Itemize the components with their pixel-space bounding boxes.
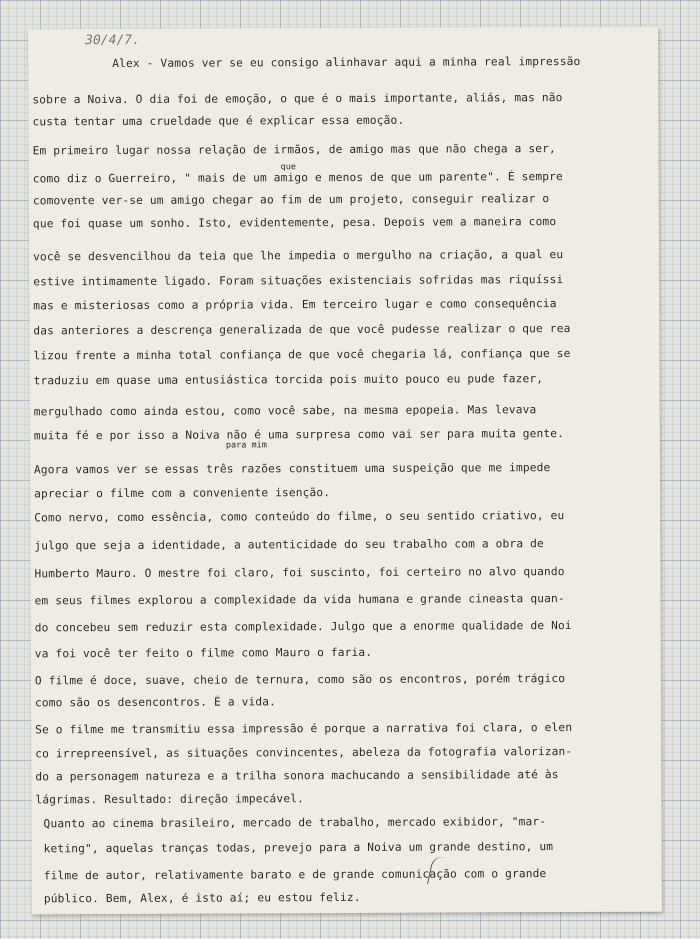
text-line: do concebeu sem reduzir esta complexidade. Julgo que a enorme qualidade de Noi [34, 619, 572, 635]
text-line: estive intimamente ligado. Foram situações existenciais sofridas mas riquíssi [33, 273, 564, 289]
text-line: lágrimas. Resultado: direção impecável. [35, 792, 305, 807]
typed-insertion-que: que [280, 162, 297, 173]
text-line: das anteriores a descrença generalizada de que você pudesse realizar o que rea [33, 322, 571, 338]
text-line: apreciar o filme com a conveniente isenção. [34, 486, 331, 501]
text-line: mas e misteriosas como a própria vida. Em terceiro lugar e como consequência [33, 297, 557, 313]
typed-insertion-para-mim: para mim [225, 440, 267, 451]
text-line: que foi quase um sonho. Isto, evidentemente, pesa. Depois vem a maneira como [32, 215, 557, 231]
text-line: como diz o Guerreiro, " mais de um amigo e menos de que um parente". É sempre [32, 170, 563, 186]
text-line: julgo que seja a identidade, a autenticidade do seu trabalho com a obra de [34, 537, 544, 553]
handwritten-date: 30/4/7. [85, 32, 140, 49]
text-line: Agora vamos ver se essas três razões constituem uma suspeição que me impede [33, 461, 551, 477]
text-line: em seus filmes explorou a complexidade da vida humana e grande cineasta quan- [34, 592, 565, 608]
text-line: público. Bem, Alex, é isto aí; eu estou feliz. [43, 890, 361, 906]
pen-mark-icon [427, 855, 463, 891]
text-line: muita fé e por isso a Noiva não é uma surpresa como vai ser para muita gente. [33, 427, 565, 443]
text-line: co irrepreensível, as situações convincentes, abeleza da fotografia valorizan- [35, 745, 573, 761]
text-line: Humberto Mauro. O mestre foi claro, foi suscinto, foi certeiro no alvo quando [34, 565, 565, 581]
text-line: Alex - Vamos ver se eu consigo alinhavar aqui a minha real impressão [112, 54, 581, 71]
text-line: Como nervo, como essência, como conteúdo do filme, o seu sentido criativo, eu [34, 509, 565, 525]
text-line: O filme é doce, suave, cheio de ternura, como são os encontros, porém trágico [34, 672, 566, 688]
text-line: mergulhado como ainda estou, como você sabe, na mesma epopeia. Mas levava [33, 403, 537, 419]
text-line: como são os desencontros. É a vida. [34, 695, 277, 710]
text-line: Se o filme me transmitiu essa impressão é porque a narrativa foi clara, o elen [35, 721, 573, 737]
text-line: comovente ver-se um amigo chegar ao fim de um projeto, conseguir realizar o [32, 192, 550, 208]
text-line: keting", aquelas tranças todas, prevejo para a Noiva um grande destino, um [43, 840, 554, 856]
text-line: do a personagem natureza e a trilha sonora machucando a sensibilidade até às [35, 768, 559, 784]
text-line: filme de autor, relativamente barato e de grande comunicação com o grande [43, 867, 547, 883]
text-line: você se desvencilhou da teia que lhe impedia o mergulho na criação, a qual eu [33, 248, 564, 264]
text-line: traduziu em quase uma entusiástica torcida pois muito pouco eu pude fazer, [33, 372, 544, 388]
text-line: sobre a Noiva. O dia foi de emoção, o que é o mais importante, aliás, mas não [32, 91, 563, 107]
text-line: Quanto ao cinema brasileiro, mercado de trabalho, mercado exibidor, "mar- [43, 815, 547, 831]
text-line: va foi você ter feito o filme como Mauro o faria. [34, 645, 373, 661]
text-line: lizou frente a minha total confiança de que você chegaria lá, confiança que se [33, 347, 571, 363]
text-line: Em primeiro lugar nossa relação de irmãos, de amigo mas que não chega a ser, [32, 142, 556, 158]
text-line: custa tentar uma crueldade que é explicar essa emoção. [32, 113, 405, 129]
typewritten-letter-page [28, 27, 662, 915]
